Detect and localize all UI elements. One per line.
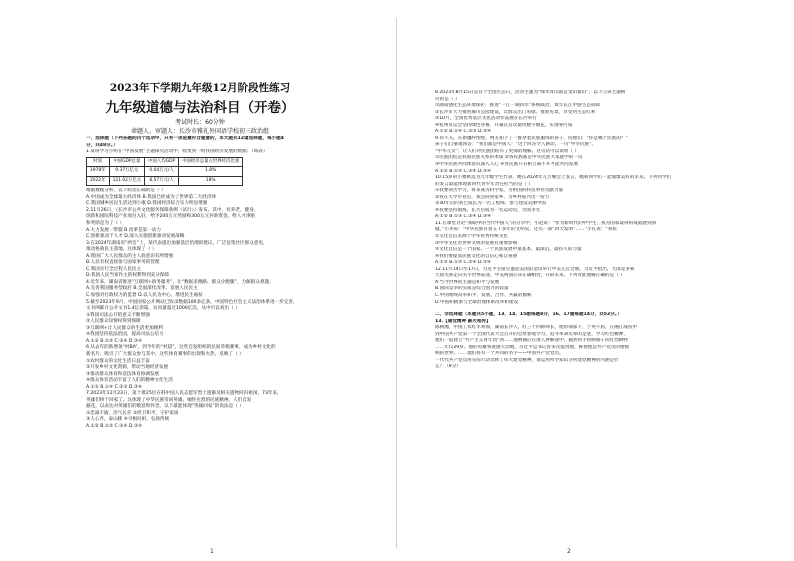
text-line: ②人民群众知情权得到保障 (86, 319, 141, 325)
text-line: 7.2023年11月23日，第十批25位在韩中国人民志愿军烈士遗骸及相关遗物回归祖国，73年来， (86, 391, 282, 397)
text-line: ④群众体育活动丰富了人们的精神文化生活 (86, 378, 173, 384)
exam-subject-title: 九年级道德与法治科目（开卷） (105, 100, 295, 116)
text-line: 英雄们终于回家了。这体现了中华民族崇尚英雄、缅怀先烈的民族精神，人们自发 (86, 397, 252, 403)
text-line: ③推动群众体育和竞技体育协调发展 (86, 371, 160, 377)
left-content (86, 136, 386, 431)
left-questions (86, 188, 386, 430)
text-line: ④我们要提高民族文化的自信心和自豪感 (435, 253, 518, 259)
table-cell: 18% (179, 176, 243, 186)
text-line: A.中国成为全球最大经济体 B.我国已经成为了世界第二大经济体 (86, 194, 217, 200)
text-line: A.①② B.①③ C.②④ D.③④ (435, 260, 492, 266)
text-line: “中华儿女”，让人们对民族团结有了更深的理解。这句话可以说明（ ） (435, 148, 580, 154)
text-line: ③文化自信是一个国家、一个民族发展中最基本、最深沉、最持久的力量 (435, 247, 582, 253)
text-line: C.创新驱动于人才 D.深入实施创新驱动发展战略 (86, 234, 185, 240)
text-line: A.①② B.①③ C.②④ D.③④ (435, 214, 492, 220)
text-line: 8.2023年8月15日是首个全国生态日，活动主题为“绿水青山就是金山银山”，以下与该主题相 (435, 90, 626, 95)
text-line: ②我在大学毕业后，我会回到家乡，为乡村振兴出一份力 (435, 194, 550, 200)
text-line: C.我国城乡居民生活达到小康 D.我国经济综合实力明显增强 (86, 201, 208, 207)
table-header-cell: 中国人均GDP (145, 157, 179, 167)
text-line: 他们一道建立“共产主义青年团”到……他被捕后在敌人押解途中，毅然用手绞断肠子而壮烈牺牲 (435, 338, 629, 344)
text-line: 二、非选择题（本题共5小题，13、14、15题每题8分，16、17题每题14分，共52分。） (435, 312, 622, 318)
table-header-cell: 中国GDP总量 (109, 157, 145, 167)
table-cell: 121.02万亿元 (109, 176, 145, 186)
text-line: 10.15岁的小雅被选为九年级学生代表，她在2024年元旦晚会上发言，她和同学们一起憧憬美好的未来。下列同学们 (435, 175, 672, 181)
text-line: 3.在2024年湖南省“两会”上，某代表提出加强基层治理的建议，广泛征集社区群众意见， (86, 240, 268, 246)
text-line: ②长沙市大力推进城市公园建设，让群众出门见绿、推窗见景，享受到生态红利 (435, 109, 596, 115)
data-table (86, 157, 243, 187)
text-line: ①我要刻苦学习，将来成为科学家，为祖国的科技事业贡献力量 (435, 188, 564, 194)
text-line: 5.截至2023年9月，中国国家公开网站已收录数据100多亿条，中国特色社会主义法治体系进一步完善。 (86, 299, 298, 305)
text-line: 12.11月14日至17日，习近平主席应邀赴美国旧金山举行中美元首会晤，习近平指出，大国竞争和 (435, 266, 635, 272)
text-line: 2.11月26日，《长沙市公共文化服务保障条例（试行）》发布。其中，对养老、健身、 (86, 207, 259, 213)
text-line: 分，共48分。） (86, 142, 118, 148)
text-line: C.中国始终高举和平、发展、合作、共赢的旗帜 (435, 292, 532, 298)
exam-title: 2023年下学期九年级12月阶段性练习 (109, 82, 291, 94)
text-line: 陈树湘，中国工农红军将领，湖南长沙人，红三十四师师长，他带领部下，宁死不屈，在湘江战役中 (435, 325, 638, 331)
text-line: 13.【建党精神 薪火相传】 (435, 318, 491, 324)
exam-duration: 考试时长：60分钟 (175, 119, 225, 126)
table-header-row (87, 157, 243, 167)
text-line: 的发言最能体现新时代青少年责任担当的是（ ） (435, 181, 533, 187)
text-line: 创新和国际科技产业项目入驻，给予200万元奖励和300万元补助资金。给人才津贴 (86, 214, 256, 220)
text-line: 推动协商民主落地。这体现了（ ） (86, 247, 157, 253)
text-line: B.国际竞争的实质是综合国力的较量 (435, 286, 509, 292)
text-line: ③人心齐，泰山移 ④寻根问祖，弘扬传统 (86, 417, 170, 423)
table-header-cell: 时间 (87, 157, 110, 167)
text-line: ④我国坚持依法治国，提高司法公信力 (86, 332, 164, 338)
text-line: ④我要坚持锻炼，长大后成为一名运动员，为国争光 (435, 207, 541, 213)
text-line: A.大力发展一带服 B.改革是第一动力 (86, 227, 161, 233)
table-row (87, 167, 243, 177)
table-cell: 0.37万亿元 (109, 167, 145, 177)
exam-setter: 命题人、审题人：长沙市雅礼外国语学校初三政治组 (130, 128, 269, 135)
text-line: 一、选择题（下列各题的四个选项中，只有一项是最符合题意的，本大题共12道选择题，每小题4 (86, 136, 284, 141)
text-line: C.加强对行政权力的监督 D.以人民为中心、增进民生福祉 (86, 293, 203, 299)
text-line: 根据数据分析，以下结论正确的是（ ） (86, 188, 166, 194)
text-line: 和奖励是为了（ ） (86, 221, 125, 227)
text-line: A.①② B.①③ C.②④ D.③④ (435, 168, 492, 174)
text-line: 到中国共产党第一个全国代表大会召开的会址参观学习，追寻革命先辈的足迹，学习红色精神， (435, 331, 628, 337)
text-line: 文书网累计公开文书1.4亿余篇，访问量超过1000亿次，从中可以看出（ ） (86, 306, 240, 312)
text-line: ①湖南强化生态环境保护，推进“一江一湖四水”系统联治，筑牢长江中游生态屏障 (435, 103, 601, 109)
text-line: A.我国广大人民群众的主人翁意识有所增强 (86, 253, 174, 259)
text-line: 4.近年来，湖南省推进“互联网+政务服务”，让“数据多跑路、群众少跑腿”，力解群众难题。 (86, 279, 274, 285)
text-line: 1.某班学习小组在“中国发展”主题探究活动中，收集到一组我国经济发展的数据：（如表） (86, 149, 268, 155)
text-line: ③30年后的我已成长为一名工程师，参与建设美丽中国 (435, 201, 547, 207)
text-line: A.①② B.①③ C.②④ D.③④ (86, 338, 143, 344)
text-line: ①我国司法公开的意义不断增强 (86, 312, 150, 318)
table-cell: 1.8% (179, 167, 243, 177)
text-line: A.完善我国服务型政府 B.全面深化改革、发展人民民主 (86, 286, 198, 292)
text-line: 符的是（ ） (435, 96, 460, 102)
text-line: 6.从去年的新增条“村BA”，到今年的“村超”，这些自发组织的民间草根赛事，成为乡村文化的 (86, 345, 276, 351)
text-line: ①忠诚不渝，浩气长存 ②捍卫和平，守护家国 (86, 410, 179, 416)
text-line: ②中华文化对世界文明的发展有重要影响 (435, 240, 518, 246)
table-header-cell: 中国经济总量占世界经济比重 (179, 157, 243, 167)
text-line: 响的世界。……他们将有一个共同的名字——中国共产党党员。 (435, 351, 564, 357)
text-line: B.人民有权直接参与国家事务的管理 (86, 260, 160, 266)
text-line: ①农村群众的文化生活日益丰富 (86, 358, 150, 364)
text-line: ②开发乡村文化资源，带动当地经济发展 (86, 365, 169, 371)
text-line: 新名片，吸引了广大群众参与其中。这些体育赛事的出现和火热，反映了（ ） (86, 351, 244, 357)
text-line: ①民族团结是我国民族关系的本质 ②各民族都是中华民族大家庭中的一员 (435, 155, 583, 161)
text-line: 11.在课堂讨论“我眼中的当代中国人”的分享中，小赵说：“作为新时代的中学生，我为国家取得的成就感到骄 (435, 220, 657, 226)
text-line: ④杭州亚运会坚持绿色办赛，开幕式首次使用数字烟花，实现零污染 (435, 122, 573, 128)
text-line: A.①② B.①③ C.②④ D.③④ (86, 423, 143, 429)
text-line: 孩子们自豪地回答：“我们都是中国人！”这个回答令人感动，一句“中华民族”、 (435, 142, 597, 148)
text-line: C.我国实行全过程人民民主 (86, 266, 142, 272)
table-cell: 8.57万元/人 (145, 176, 179, 186)
table-cell: 0.04万元/人 (145, 167, 179, 177)
table-row (87, 176, 243, 186)
text-line: A.当今世界的主题是和平与发展 (435, 279, 500, 285)
text-line: A.①② B.①④ C.②③ D.③④ (86, 384, 143, 390)
page-number: 2 (567, 548, 571, 555)
text-line: A.①② B.①④ C.②③ D.③④ (435, 129, 492, 135)
text-line: D.我国人民当家作主的权利得到充分保障 (86, 273, 170, 279)
text-line: 傲。”小李说：“中华民族有着五千多年的文明史，还有一部“四大发明”……”小孔说：“我希 (435, 227, 617, 233)
table-cell: 1978年 (87, 167, 110, 177)
right-page (397, 0, 794, 561)
table-cell: 2022年 (87, 176, 110, 186)
text-line: 9.你不入，在新疆呼图壁，网友拍下了一群穿着民族服饰的孩子，问他们：“你是哪个民族的？” (435, 135, 628, 141)
text-line: ③互联网+让人民群众的生活更加便利 (86, 325, 163, 331)
right-content (435, 90, 785, 371)
page-number: 1 (210, 548, 214, 555)
text-line: 献花，以表达对英雄们的敬意和怀念。以下最能体现“英雄回家”的说法是（ ） (86, 404, 244, 410)
text-line: ……年仅29岁。他的英雄事迹感天动地，习近平总书记曾多次提到他，称赞他是共产党员的楷模 (435, 344, 630, 350)
text-line: 么？（8分） (435, 364, 461, 370)
text-line: 大国关系走向关乎世界前途，中美两国应该正确相处，开辟未来。下列对此理解正确的是（ ） (435, 273, 625, 279)
text-line: D.中国积极参与全球治理体系改革和建设 (435, 299, 519, 305)
text-line: ③10月，全国优秀基层文化活动作品展在长沙举行 (435, 116, 537, 122)
text-line: ③中华民族共同体意识深入人心 ④各民族只有相互离不开才能共同发展 (435, 162, 578, 168)
text-line: 一代代共产党员用实际行动诠释了伟大建党精神，请运用所学知识分析建党精神的内涵是什 (435, 357, 619, 363)
text-line: ①文化自信来源于中华优秀传统文化 (435, 234, 509, 240)
